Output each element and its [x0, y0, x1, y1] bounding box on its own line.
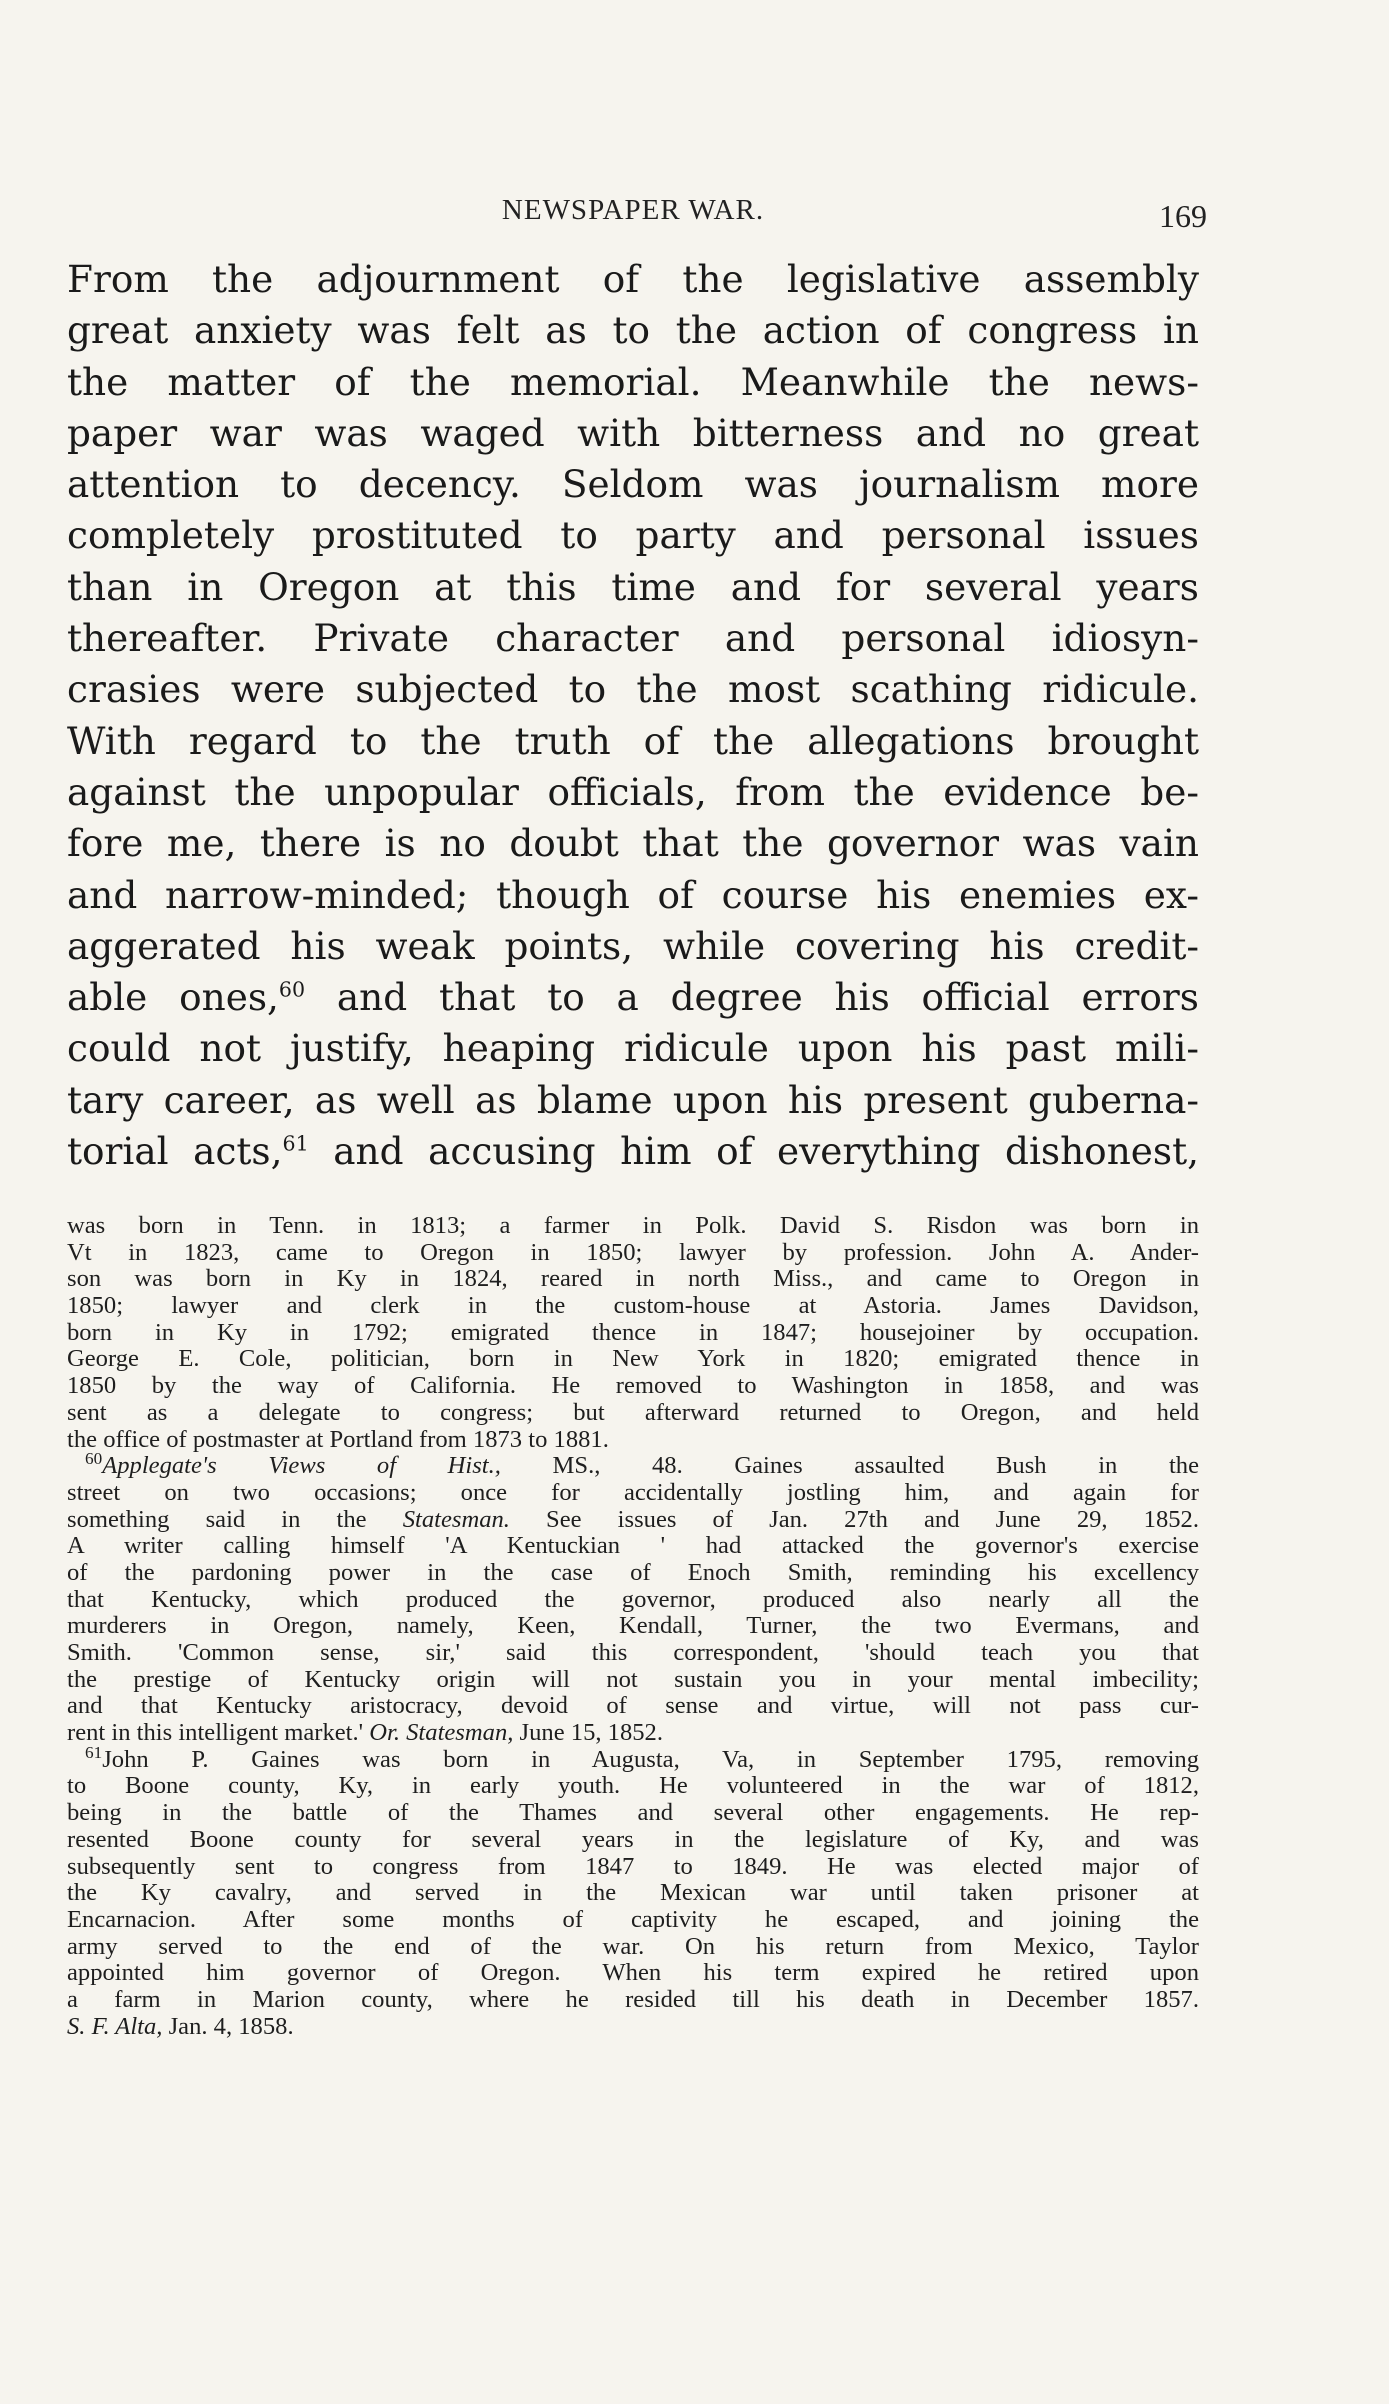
footnote-continuation-line: the office of postmaster at Portland from 1873 to 1881.	[67, 1425, 609, 1453]
footnote-text: See issues of Jan. 27th and June 29, 1852.	[509, 1505, 1200, 1533]
footnote-continuation-line: was born in Tenn. in 1813; a farmer in Polk. David S. Risdon was born in	[67, 1212, 1199, 1239]
footnote-text: rent in this intelligent market.'	[67, 1719, 370, 1747]
body-text-fragment: and accusing him of everything dishonest,	[308, 1129, 1200, 1174]
footnote-text: something said in the	[67, 1505, 403, 1533]
footnote-number-61: 61	[85, 1742, 103, 1762]
body-line-footnote-61-ref	[67, 1126, 1199, 1177]
footnote-60-line: the prestige of Kentucky origin will not sustain you in your mental imbecility;	[67, 1665, 1199, 1693]
main-text	[67, 254, 1199, 1177]
running-title: NEWSPAPER WAR.	[501, 194, 765, 226]
footnote-60-line: street on two occasions; once for accidentally jostling him, and again for	[67, 1478, 1199, 1506]
footnote-60-line: of the pardoning power in the case of Enoch Smith, reminding his excellency	[67, 1558, 1199, 1586]
footnotes	[67, 1213, 1199, 2040]
footnote-text: John P. Gaines was born in Augusta, Va, in September 1795, removing	[102, 1745, 1199, 1773]
footnote-italic-title: Or. Statesman,	[369, 1719, 514, 1747]
footnote-continuation-line: 1850 by the way of California. He removed to Washington in 1858, and was	[67, 1372, 1199, 1400]
footnote-61-line: to Boone county, Ky, in early youth. He volunteered in the war of 1812,	[67, 1772, 1199, 1800]
footnote-61-line: subsequently sent to congress from 1847 to 1849. He was elected major of	[67, 1852, 1199, 1880]
footnote-ref-60: 60	[278, 977, 306, 1002]
body-line: and narrow-minded; though of course his enemies ex-	[67, 872, 1199, 917]
body-line: From the adjournment of the legislative assembly	[67, 257, 1199, 301]
page-number: 169	[1159, 198, 1207, 234]
body-line: aggerated his weak points, while covering his credit-	[67, 923, 1199, 968]
body-text-fragment: able ones,	[67, 975, 279, 1020]
body-line: than in Oregon at this time and for several years	[67, 564, 1199, 609]
footnote-61-first-line	[67, 1742, 1199, 1774]
body-line: fore me, there is no doubt that the governor was vain	[67, 821, 1199, 866]
footnote-60-line: A writer calling himself 'A Kentuckian ' had attacked the governor's exercise	[67, 1532, 1199, 1560]
footnote-text: June 15, 1852.	[513, 1719, 663, 1747]
footnote-continuation-line: born in Ky in 1792; emigrated thence in 1847; housejoiner by occupation.	[67, 1318, 1199, 1346]
body-text-fragment: and that to a degree his official errors	[305, 975, 1199, 1020]
footnote-text: MS., 48. Gaines assaulted Bush in the	[500, 1452, 1199, 1480]
body-line: completely prostituted to party and personal issues	[67, 513, 1199, 558]
footnote-60-line: murderers in Oregon, namely, Keen, Kendall, Turner, the two Evermans, and	[67, 1612, 1199, 1640]
footnote-number-60: 60	[85, 1449, 103, 1468]
footnote-60-first-line	[67, 1449, 1199, 1480]
body-line: thereafter. Private character and personal idiosyn-	[67, 616, 1199, 661]
body-line: the matter of the memorial. Meanwhile the news-	[67, 359, 1199, 404]
footnote-continuation-line: George E. Cole, politician, born in New York in 1820; emigrated thence in	[67, 1345, 1199, 1373]
footnote-continuation-line: son was born in Ky in 1824, reared in north Miss., and came to Oregon in	[67, 1265, 1199, 1293]
footnote-61-line: the Ky cavalry, and served in the Mexican war until taken prisoner at	[67, 1879, 1199, 1907]
body-line: crasies were subjected to the most scathing ridicule.	[67, 667, 1199, 712]
footnote-61-line: appointed him governor of Oregon. When his term expired he retired upon	[67, 1959, 1199, 1987]
footnote-ref-61: 61	[282, 1131, 309, 1156]
footnote-61-line: Encarnacion. After some months of captivity he escaped, and joining the	[67, 1905, 1199, 1933]
footnote-61-line: a farm in Marion county, where he resided till his death in December 1857.	[67, 1985, 1199, 2013]
body-line: great anxiety was felt as to the action of congress in	[67, 308, 1199, 353]
running-head	[67, 194, 1207, 238]
footnote-61-line: army served to the end of the war. On his return from Mexico, Taylor	[67, 1932, 1199, 1960]
body-line: attention to decency. Seldom was journalism more	[67, 462, 1199, 507]
footnote-continuation-line: Vt in 1823, came to Oregon in 1850; lawyer by profession. John A. Ander-	[67, 1238, 1199, 1266]
footnote-60-line	[67, 1507, 1199, 1534]
body-line: could not justify, heaping ridicule upon his past mili-	[67, 1026, 1199, 1071]
footnote-italic-title: S. F. Alta,	[67, 2012, 163, 2040]
footnote-italic-title: Applegate's Views of Hist.,	[102, 1452, 501, 1480]
footnote-60-line: and that Kentucky aristocracy, devoid of sense and virtue, will not pass cur-	[67, 1692, 1199, 1720]
body-line: against the unpopular officials, from the evidence be-	[67, 769, 1199, 814]
footnote-61-source-line	[67, 2014, 1199, 2041]
body-line: paper war was waged with bitterness and no great	[67, 410, 1199, 455]
body-line: tary career, as well as blame upon his present guberna-	[67, 1077, 1199, 1122]
footnote-italic-title: Statesman.	[402, 1505, 510, 1533]
footnote-60-line: that Kentucky, which produced the governor, produced also nearly all the	[67, 1585, 1199, 1613]
body-line: With regard to the truth of the allegations brought	[67, 718, 1199, 763]
footnote-61-line: resented Boone county for several years in the legislature of Ky, and was	[67, 1825, 1199, 1853]
body-line-footnote-60-ref	[67, 972, 1199, 1023]
footnote-continuation-line: sent as a delegate to congress; but afterward returned to Oregon, and held	[67, 1398, 1199, 1426]
footnote-60-line: Smith. 'Common sense, sir,' said this correspondent, 'should teach you that	[67, 1639, 1199, 1666]
footnote-60-last-line	[67, 1720, 1199, 1747]
footnote-text: Jan. 4, 1858.	[162, 2012, 294, 2040]
body-text-fragment: torial acts,	[67, 1129, 283, 1174]
footnote-61-line: being in the battle of the Thames and several other engagements. He rep-	[67, 1799, 1199, 1827]
footnote-continuation-line: 1850; lawyer and clerk in the custom-house at Astoria. James Davidson,	[67, 1292, 1199, 1320]
